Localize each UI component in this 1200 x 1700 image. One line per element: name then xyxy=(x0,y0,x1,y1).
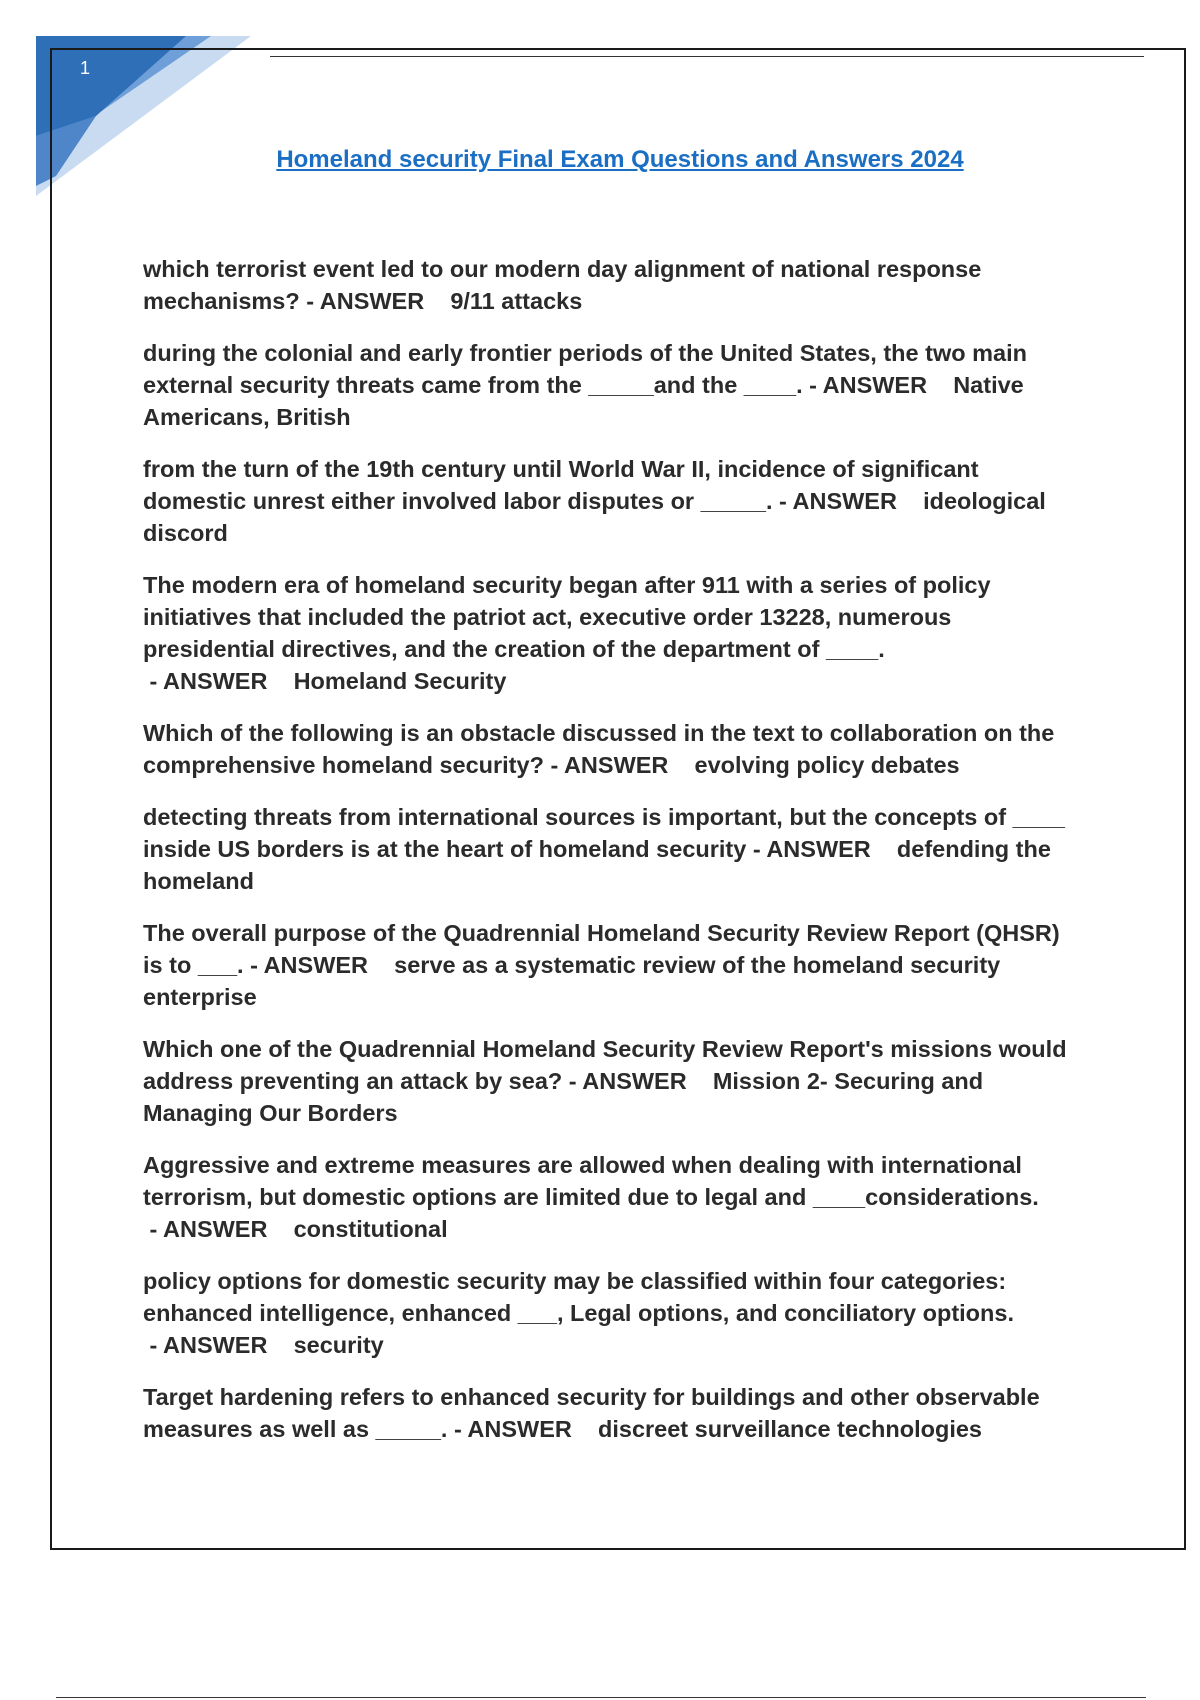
question-text: from the turn of the 19th century until World War II, incidence of significant domestic unrest either involved labor disputes or _____. xyxy=(143,456,979,514)
page-number: 1 xyxy=(80,58,91,78)
question-text: Which one of the Quadrennial Homeland Security Review Report's missions would address preventing an attack by sea? xyxy=(143,1036,1067,1094)
question-text: Aggressive and extreme measures are allowed when dealing with international terrorism, but domestic options are limited due to legal and ____considerations. xyxy=(143,1152,1039,1210)
question-text: The modern era of homeland security began after 911 with a series of policy initiatives that included the patriot act, executive order 13228, numerous presidential directives, and the creation of the department of ____. xyxy=(143,572,991,662)
answer-label: - ANSWER xyxy=(543,752,695,778)
question-text: during the colonial and early frontier periods of the United States, the two main external security threats came from the _____and the ____. xyxy=(143,340,1027,398)
answer-text: Homeland Security xyxy=(293,668,507,694)
answer-text: security xyxy=(293,1332,384,1358)
answer-label: - ANSWER xyxy=(143,1216,294,1242)
question-text: Target hardening refers to enhanced security for buildings and other observable measures as well as _____. xyxy=(143,1384,1040,1442)
qa-list xyxy=(143,253,1083,1465)
question-text: policy options for domestic security may be classified within four categories: enhanced intelligence, enhanced ___, Legal options, and conciliatory options. xyxy=(143,1268,1014,1326)
question-text: detecting threats from international sources is important, but the concepts of ____ inside US borders is at the heart of homeland security xyxy=(143,804,1065,862)
qa-item xyxy=(143,917,1083,1013)
answer-text: Native Americans, British xyxy=(143,372,1024,430)
answer-text: ideological discord xyxy=(143,488,1046,546)
answer-text: constitutional xyxy=(293,1216,448,1242)
answer-label: - ANSWER xyxy=(143,668,294,694)
question-text: The overall purpose of the Quadrennial Homeland Security Review Report (QHSR) is to ___. xyxy=(143,920,1060,978)
qa-item xyxy=(143,1265,1083,1361)
answer-label: - ANSWER xyxy=(143,1332,294,1358)
qa-item xyxy=(143,253,1083,317)
answer-label: - ANSWER xyxy=(802,372,954,398)
qa-item xyxy=(143,801,1083,897)
answer-text: discreet surveillance technologies xyxy=(598,1416,982,1442)
question-text: which terrorist event led to our modern day alignment of national response mechanisms? xyxy=(143,256,982,314)
qa-item xyxy=(143,337,1083,433)
answer-label: - ANSWER xyxy=(562,1068,713,1094)
qa-item xyxy=(143,569,1083,697)
answer-text: Mission 2- Securing and Managing Our Borders xyxy=(143,1068,984,1126)
answer-text: evolving policy debates xyxy=(694,752,960,778)
qa-item xyxy=(143,1033,1083,1129)
footer-rule xyxy=(56,1697,1146,1698)
answer-label: - ANSWER xyxy=(772,488,924,514)
qa-item xyxy=(143,1149,1083,1245)
answer-text: serve as a systematic review of the homeland security enterprise xyxy=(143,952,1001,1010)
answer-label: - ANSWER xyxy=(299,288,451,314)
answer-label: - ANSWER xyxy=(447,1416,598,1442)
answer-label: - ANSWER xyxy=(746,836,897,862)
qa-item xyxy=(143,717,1083,781)
answer-text: defending the homeland xyxy=(143,836,1051,894)
qa-item xyxy=(143,1381,1083,1445)
answer-label: - ANSWER xyxy=(243,952,395,978)
question-text: Which of the following is an obstacle discussed in the text to collaboration on the comprehensive homeland security? xyxy=(143,720,1055,778)
qa-item xyxy=(143,453,1083,549)
document-title: Homeland security Final Exam Questions and Answers 2024 xyxy=(276,146,964,173)
answer-text: 9/11 attacks xyxy=(450,288,583,314)
